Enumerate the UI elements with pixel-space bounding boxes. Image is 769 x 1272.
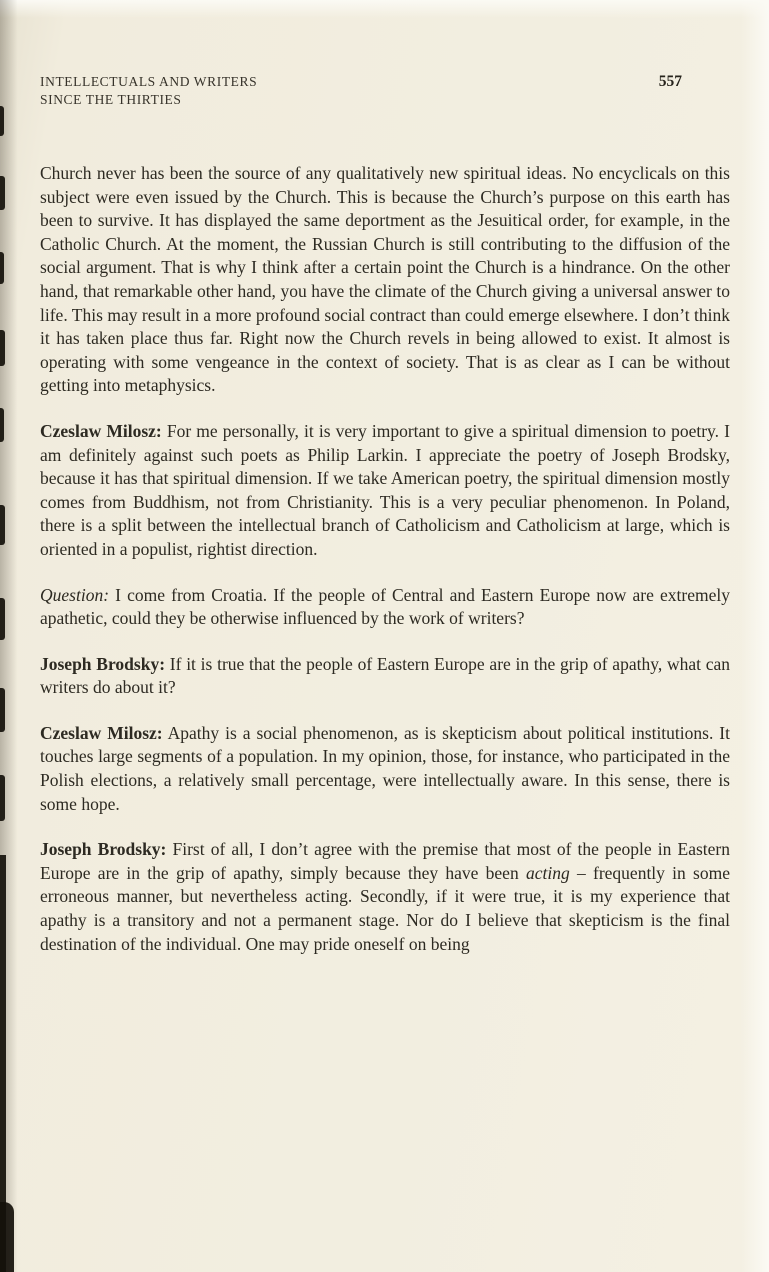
paragraph-brodsky-2 [40,838,730,956]
body-text: For me personally, it is very important to give a spiritual dimension to poetry. I am definitely against such poets as Philip Larkin. I appreciate the poetry of Joseph Brodsky, because it has that spiritual dimension. If we take American poetry, the spiritual dimension mostly comes from Buddhism, not from Christianity. This is a very peculiar phenomenon. In Poland, there is a split between the intellectual branch of Catholicism and Catholicism at large, which is oriented in a populist, rightist direction. [40,420,730,559]
paragraph-milosz-1 [40,420,730,562]
page-edge-mark [0,176,5,210]
page-body [40,162,730,978]
body-text: – frequently in some erroneous manner, but nevertheless acting. Secondly, if it were true, it is my experience that apathy is a transitory and not a permanent stage. Nor do I believe that skepticism is the final destination of the individual. One may pride oneself on being [40,862,730,954]
body-text: I come from Croatia. If the people of Central and Eastern Europe now are extremely apathetic, could they be otherwise influenced by the work of writers? [40,584,730,629]
page-edge-mark [0,688,5,732]
running-head-line1: INTELLECTUALS AND WRITERS [40,74,258,89]
body-text: Church never has been the source of any qualitatively new spiritual ideas. No encyclicals on this subject were even issued by the Church. This is because the Church’s purpose on this earth has been to survive. It has displayed the same deportment as the Jesuitical order, for example, in the Catholic Church. At the moment, the Russian Church is still contributing to the diffusion of the social argument. That is why I think after a certain point the Church is a hindrance. On the other hand, that remarkable other hand, you have the climate of the Church giving a universal answer to life. This may result in a more profound social contract than could emerge elsewhere. I don’t think it has taken place thus far. Right now the Church revels in being allowed to exist. It almost is operating with some vengeance in the context of society. That is as clear as I can be without getting into metaphysics. [40,163,730,396]
page-edge-mark [0,855,6,1272]
running-head [40,73,257,108]
speaker-name: Joseph Brodsky: [40,839,167,860]
page-edge-mark [0,505,5,545]
page-edge-mark [0,408,4,442]
speaker-name: Czeslaw Milosz: [40,420,162,441]
page-edge-mark [0,775,5,821]
page-edge-mark [0,1202,14,1272]
page-edge-mark [0,252,4,284]
paragraph-question [40,584,730,631]
paragraph-church [40,162,730,398]
speaker-name: Czeslaw Milosz: [40,722,163,743]
paragraph-brodsky-1 [40,653,730,700]
page-edge-mark [0,106,4,136]
paragraph-milosz-2 [40,722,730,816]
speaker-name: Joseph Brodsky: [40,653,166,674]
body-text: Apathy is a social phenomenon, as is skepticism about political institutions. It touches large segments of a population. In my opinion, those, for instance, who participated in the Polish elections, a relatively small percentage, were intellectually aware. In this sense, there is some hope. [40,722,730,814]
body-text: First of all, I don’t agree with the premise that most of the people in Eastern Europe are in the grip of apathy, simply because they have been [40,839,730,883]
page-edge-mark [0,598,5,640]
emphasis-text: Question: [40,584,110,605]
binding-shadow [0,0,22,1272]
emphasis-text: acting [525,862,570,883]
page-number: 557 [658,73,682,90]
page-header [40,73,730,108]
body-text: If it is true that the people of Eastern Europe are in the grip of apathy, what can writers do about it? [40,653,730,698]
page-edge-mark [0,330,5,366]
running-head-line2: SINCE THE THIRTIES [40,91,182,107]
